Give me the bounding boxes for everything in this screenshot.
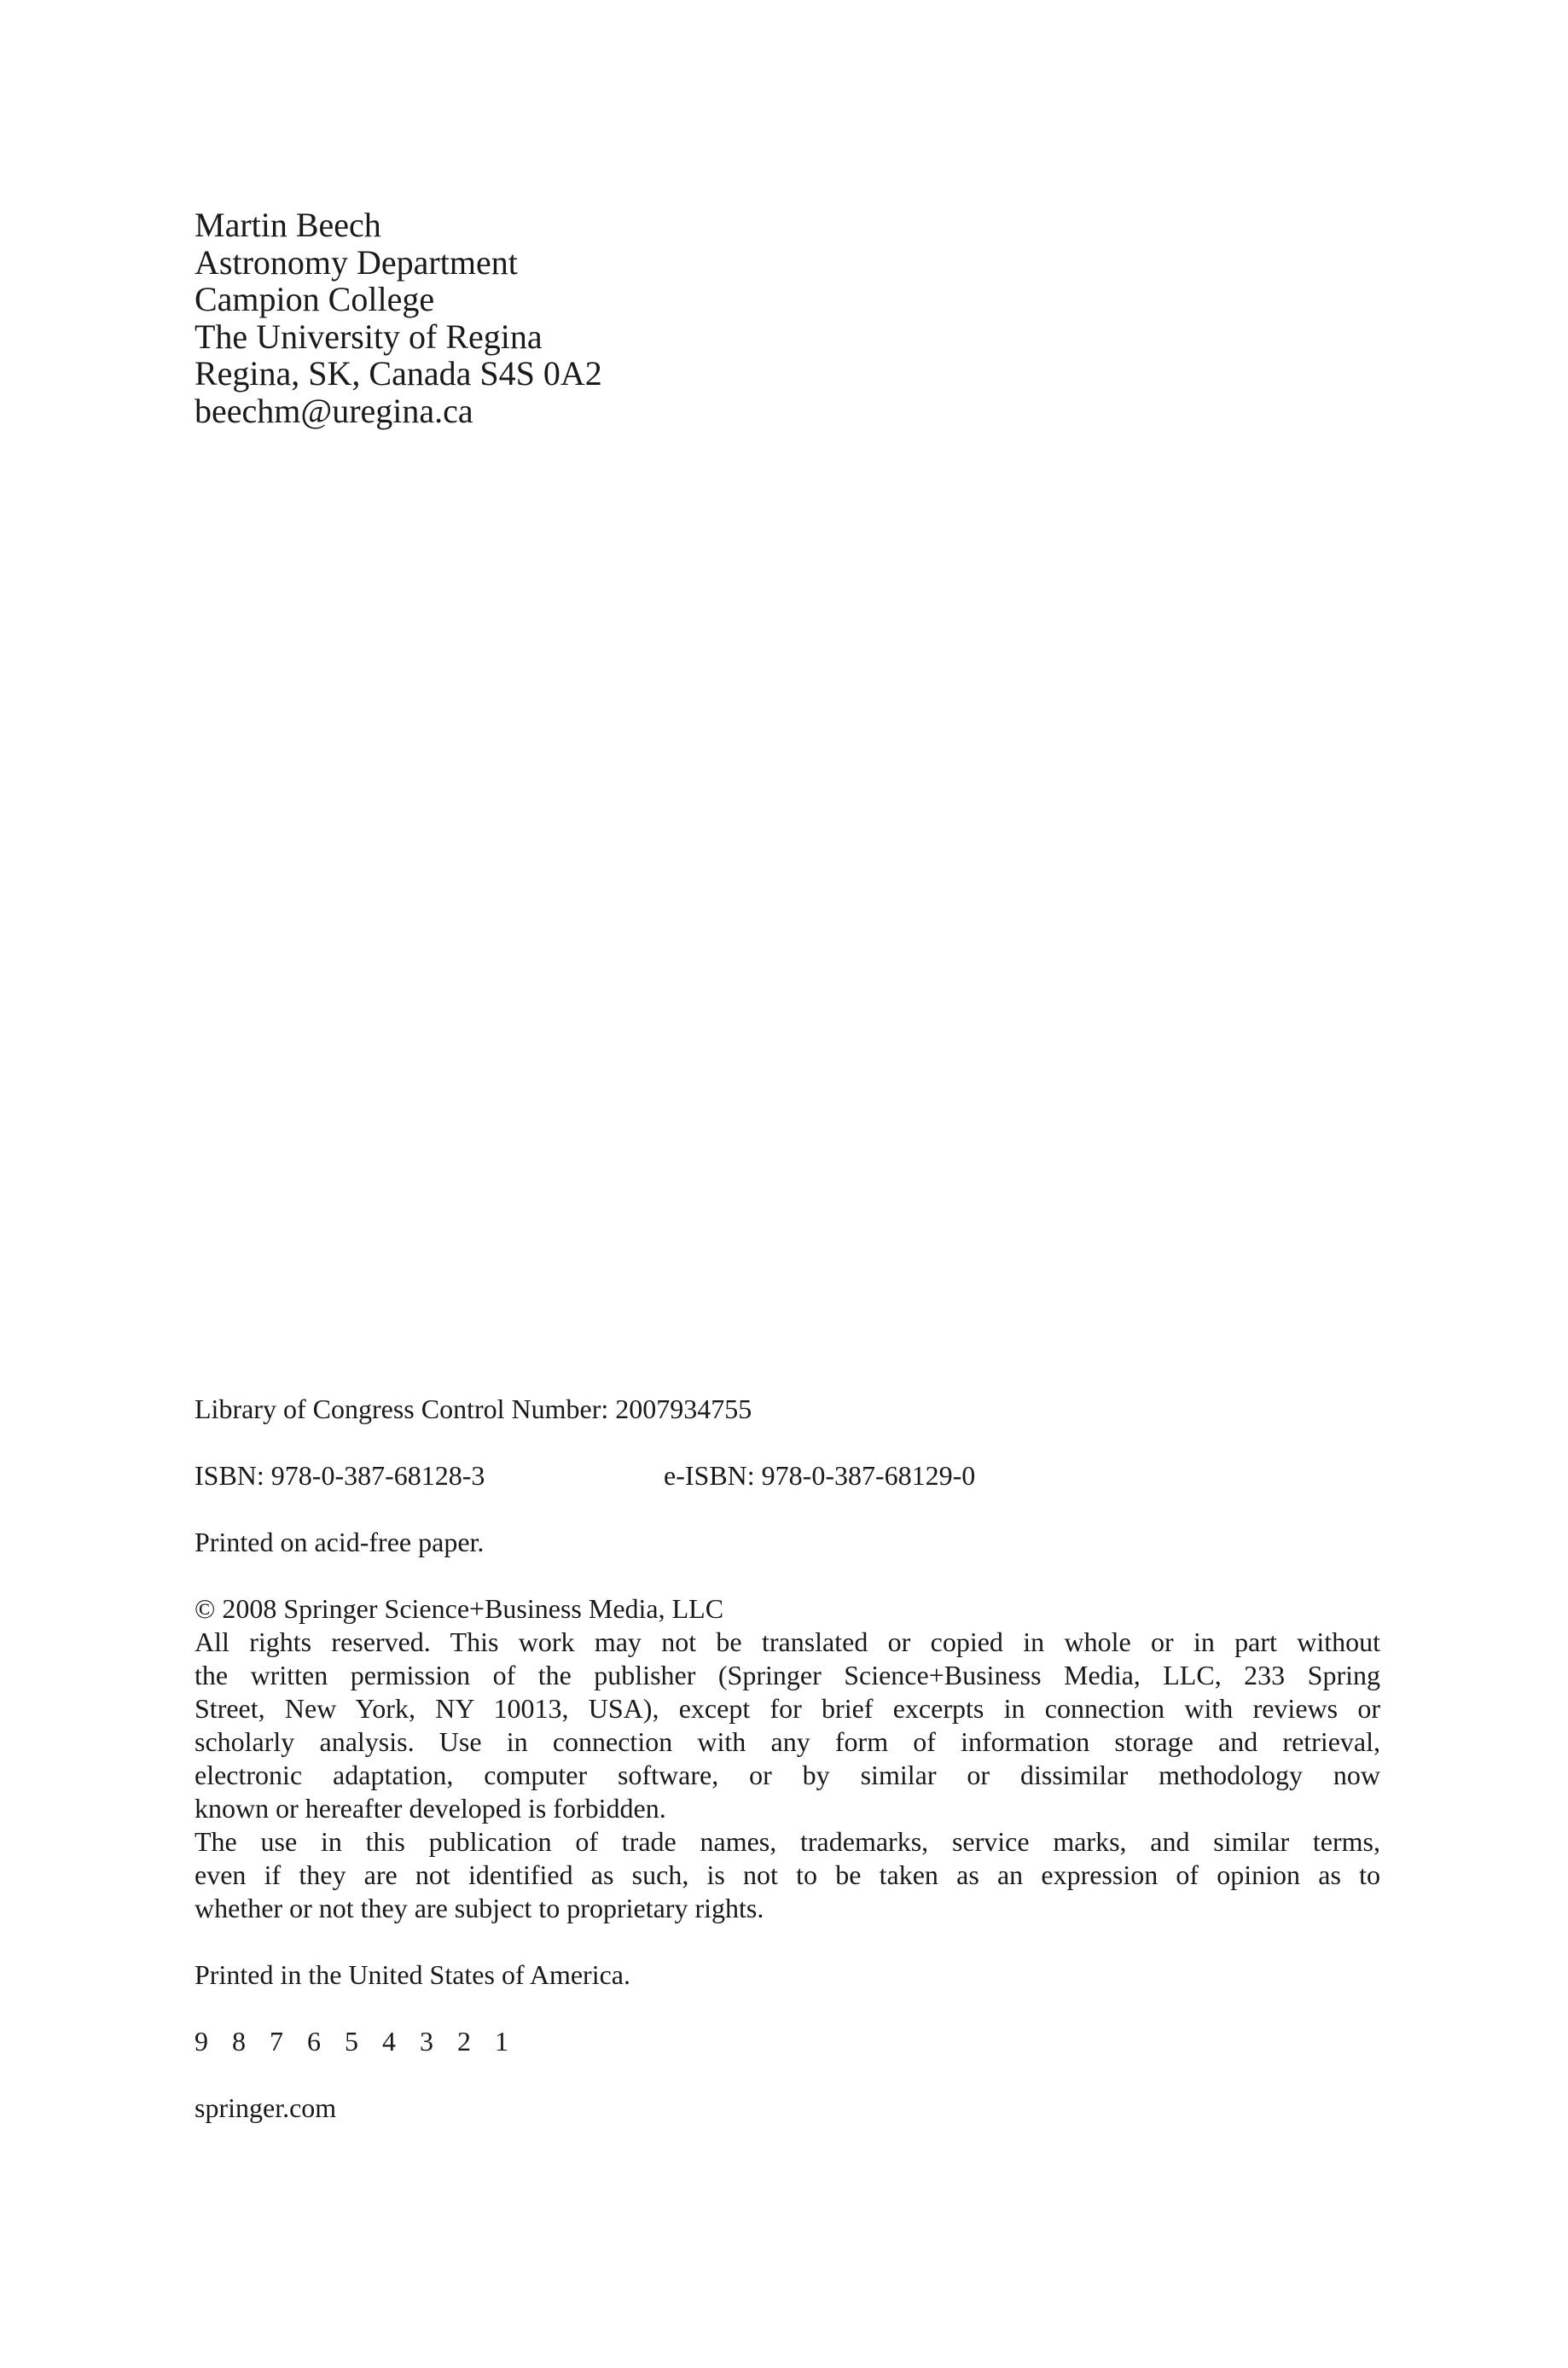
author-name: Martin Beech [195,206,381,244]
isbn-electronic: e-ISBN: 978-0-387-68129-0 [664,1460,976,1491]
author-department: Astronomy Department [195,242,518,282]
lccn-line: Library of Congress Control Number: 2007934755 [195,1393,752,1424]
rights-line: Street, New York, NY 10013, USA), except for brief excerpts in connection with reviews or [195,1693,1380,1724]
author-address-block [195,207,962,429]
isbn-row [195,1459,1380,1492]
rights-line: the written permission of the publisher (Springer Science+Business Media, LLC, 233 Spring [195,1660,1380,1690]
author-email: beechm@uregina.ca [195,391,473,430]
printing-number-line: 9 8 7 6 5 4 3 2 1 [195,2026,517,2057]
trademark-line: whether or not they are subject to proprietary rights. [195,1893,764,1923]
author-university: The University of Regina [195,317,543,356]
rights-line: All rights reserved. This work may not be translated or copied in whole or in part without [195,1626,1380,1657]
author-address: Regina, SK, Canada S4S 0A2 [195,354,602,393]
rights-line: electronic adaptation, computer software, or by similar or dissimilar methodology now [195,1760,1380,1790]
trademark-paragraph [195,1825,1380,1925]
printed-in-note: Printed in the United States of America. [195,1959,630,1990]
trademark-line: even if they are not identified as such, is not to be taken as an expression of opinion as to [195,1859,1380,1890]
copyright-notice: © 2008 Springer Science+Business Media, LLC [195,1593,724,1624]
rights-line: scholarly analysis. Use in connection with any form of information storage and retrieval, [195,1726,1380,1757]
publisher-website: springer.com [195,2092,337,2123]
acid-free-paper-note: Printed on acid-free paper. [195,1527,485,1557]
isbn-print: ISBN: 978-0-387-68128-3 [195,1460,485,1491]
rights-line: known or hereafter developed is forbidden. [195,1793,666,1824]
trademark-line: The use in this publication of trade names, trademarks, service marks, and similar terms, [195,1826,1380,1857]
author-college: Campion College [195,280,435,318]
rights-reserved-paragraph [195,1626,1380,1825]
copyright-page-block [195,1393,1380,2125]
